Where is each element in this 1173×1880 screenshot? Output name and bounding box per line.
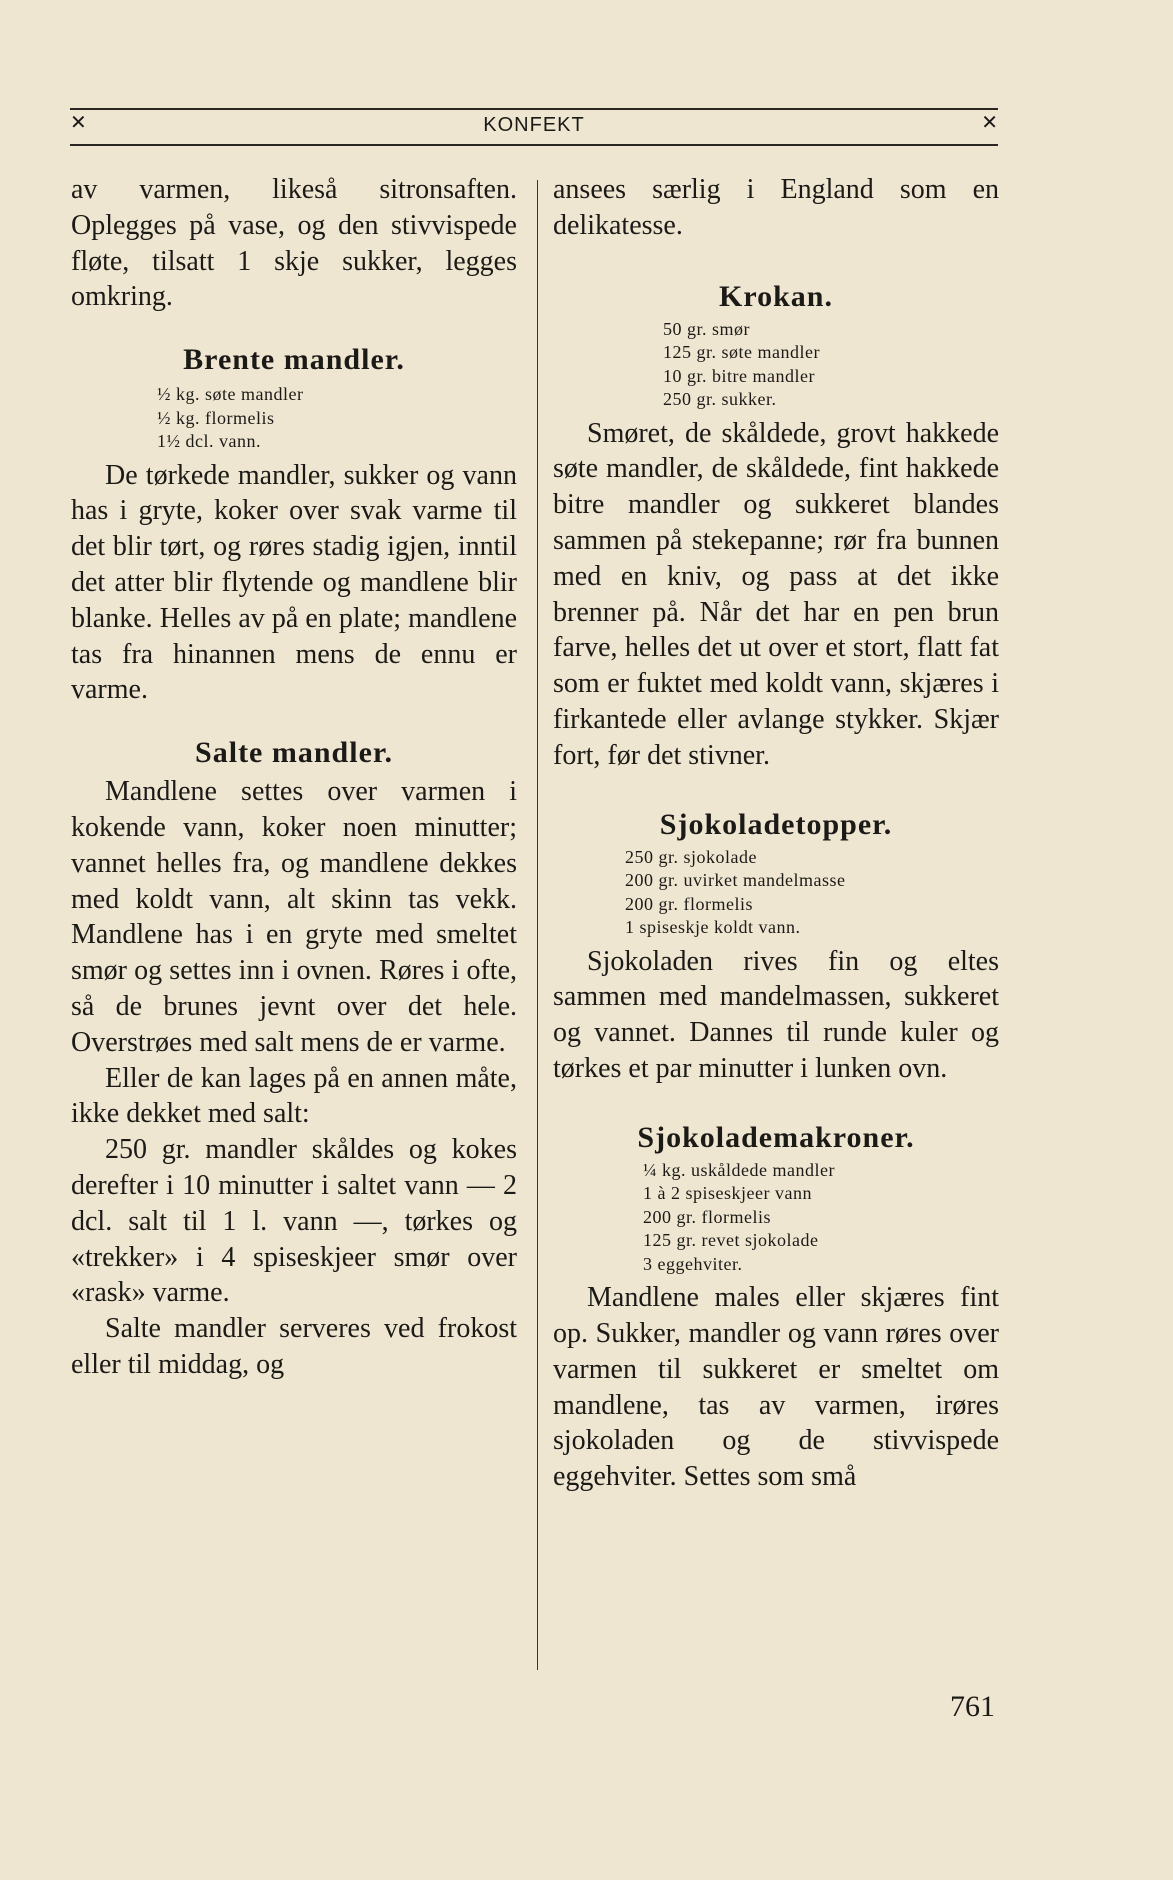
ingredients-sjokoladetopper	[625, 846, 999, 940]
heading-brente-mandler: Brente mandler.	[183, 343, 405, 377]
heading-krokan: Krokan.	[719, 279, 833, 313]
ingredient: 3 eggehviter.	[643, 1253, 743, 1274]
left-column	[71, 172, 517, 1383]
page-number: 761	[950, 1690, 995, 1723]
ingredient: 1 à 2 spiseskjeer vann	[643, 1183, 812, 1204]
ingredient: 250 gr. sjokolade	[625, 846, 757, 867]
heading-salte-mandler: Salte mandler.	[195, 736, 393, 770]
paragraph-salte-mandler-2: Eller de kan lages på en annen måte, ikke dekket med salt:	[71, 1062, 517, 1130]
ingredient: 200 gr. flormelis	[643, 1206, 771, 1227]
header-rule-bottom	[70, 144, 998, 146]
paragraph-sjokolademakroner: Mandlene males eller skjæres fint op. Sukker, mandler og vann røres over varmen til sukkeret er smeltet om mandlene, tas av varmen, irøres sjokoladen og de stivvispede eggehviter. Settes som små	[553, 1282, 999, 1493]
ingredient: 1½ dcl. vann.	[157, 431, 261, 452]
ingredient: 125 gr. revet sjokolade	[643, 1230, 819, 1251]
paragraph-intro-left: av varmen, likeså sitronsaften. Oplegges på vase, og den stivvispede fløte, tilsatt 1 skje sukker, legges omkring.	[71, 174, 517, 313]
ingredient: 1 spiseskje koldt vann.	[625, 917, 801, 938]
ingredient: 125 gr. søte mandler	[663, 342, 820, 363]
heading-sjokoladetopper: Sjokoladetopper.	[659, 807, 893, 841]
ingredient: ½ kg. søte mandler	[157, 384, 304, 405]
ingredients-brente-mandler	[157, 383, 517, 454]
ingredients-sjokolademakroner	[643, 1159, 999, 1277]
ingredient: 10 gr. bitre mandler	[663, 365, 815, 386]
paragraph-salte-mandler-4: Salte mandler serveres ved frokost eller til middag, og	[71, 1313, 517, 1381]
heading-sjokolademakroner: Sjokolademakroner.	[637, 1120, 915, 1154]
ingredient: 250 gr. sukker.	[663, 389, 777, 410]
column-divider	[537, 180, 538, 1670]
ingredient: 200 gr. uvirket mandelmasse	[625, 870, 846, 891]
ingredient: 200 gr. flormelis	[625, 893, 753, 914]
running-header	[70, 110, 998, 140]
ingredient: ¼ kg. uskåldede mandler	[643, 1159, 835, 1180]
header-rule-top	[70, 108, 998, 110]
paragraph-brente-mandler: De tørkede mandler, sukker og vann has i gryte, koker over svak varme til det blir tørt, og røres stadig igjen, inntil det atter blir flytende og mandlene blir blanke. Helles av på en plate; mandlene tas fra hinannen mens de ennu er varme.	[71, 459, 517, 706]
header-title: KONFEKT	[483, 114, 585, 136]
paragraph-intro-right: ansees særlig i England som en delikatesse.	[553, 174, 999, 241]
ingredients-krokan	[663, 318, 999, 412]
paragraph-salte-mandler-1: Mandlene settes over varmen i kokende vann, koker noen minutter; vannet helles fra, og mandlene dekkes med koldt vann, alt skinn tas vekk. Mandlene has i en gryte med smeltet smør og settes inn i ovnen. Røres i ofte, så de brunes jevnt over det hele. Overstrøes med salt mens de er varme.	[71, 776, 517, 1058]
header-ornament-left: ✕	[70, 110, 87, 134]
header-ornament-right: ✕	[981, 110, 998, 134]
paragraph-krokan: Smøret, de skåldede, grovt hakkede søte mandler, de skåldede, fint hakkede bitre mandler og sukkeret blandes sammen på stekepanne; rør fra bunnen med en kniv, og pass at det ikke brenner på. Når det har en pen brun farve, helles det ut over et stort, flatt fat som er fuktet med koldt vann, skjæres i firkantede eller avlange stykker. Skjær fort, før det stivner.	[553, 417, 999, 771]
right-column	[553, 172, 999, 1495]
ingredient: 50 gr. smør	[663, 318, 751, 339]
ingredient: ½ kg. flormelis	[157, 407, 275, 428]
paragraph-salte-mandler-3: 250 gr. mandler skåldes og kokes derefter i 10 minutter i saltet vann — 2 dcl. salt til 1 l. vann —, tørkes og «trekker» i 4 spiseskjeer smør over «rask» varme.	[71, 1134, 517, 1309]
paragraph-sjokoladetopper: Sjokoladen rives fin og eltes sammen med mandelmassen, sukkeret og vannet. Dannes til runde kuler og tørkes et par minutter i lunken ovn.	[553, 945, 999, 1084]
